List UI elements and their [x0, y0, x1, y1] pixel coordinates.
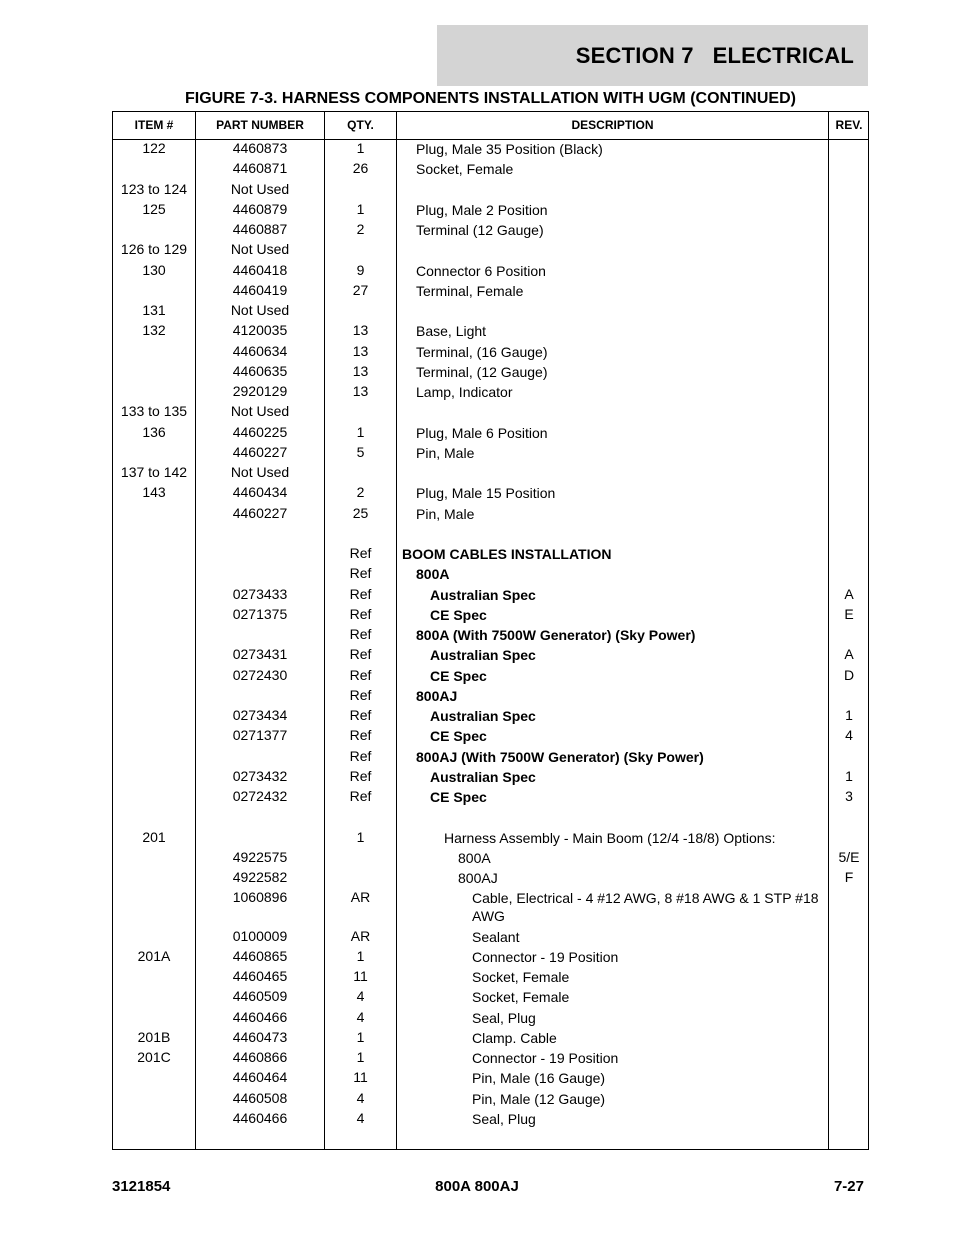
- part-number-cell: 0273433: [232, 585, 288, 602]
- part-number-cell: 4460865: [232, 947, 288, 964]
- description-cell: Australian Spec: [430, 586, 536, 603]
- qty-cell: 13: [352, 383, 369, 399]
- part-number-cell: Not Used: [230, 180, 290, 197]
- qty-cell: 13: [352, 322, 369, 339]
- part-number-cell: Not Used: [230, 464, 290, 480]
- table-row: [113, 748, 868, 768]
- description-cell: Lamp, Indicator: [416, 384, 513, 400]
- part-number-cell: 0273434: [232, 707, 288, 723]
- part-number-cell: 4460434: [232, 484, 288, 501]
- footer-page-number: 7-27: [833, 1178, 864, 1195]
- table-row: [113, 606, 868, 626]
- parts-table: [112, 111, 869, 1150]
- description-cell: Plug, Male 6 Position: [416, 424, 548, 441]
- description-cell: Clamp. Cable: [472, 1029, 557, 1046]
- qty-cell: 11: [353, 968, 368, 985]
- qty-cell: 26: [352, 160, 369, 177]
- column-header-qty: QTY.: [347, 118, 374, 132]
- qty-cell: 4: [356, 1008, 365, 1025]
- qty-cell: 1: [356, 140, 365, 156]
- blank-row: [113, 808, 868, 828]
- qty-cell: 2: [356, 221, 365, 237]
- table-row: [113, 302, 868, 322]
- table-row: [113, 869, 868, 889]
- part-number-cell: 4460466: [232, 1008, 288, 1025]
- qty-cell: Ref: [349, 707, 372, 723]
- part-number-cell: 4922575: [232, 848, 288, 865]
- footer-model: 800A 800AJ: [435, 1178, 519, 1195]
- part-number-cell: 4460473: [232, 1028, 288, 1045]
- table-row: [113, 849, 868, 869]
- column-header-description: DESCRIPTION: [571, 118, 654, 132]
- item-cell: 132: [142, 322, 166, 339]
- table-row: [113, 221, 868, 241]
- description-cell: 800AJ: [416, 687, 458, 704]
- part-number-cell: 4460887: [232, 221, 288, 237]
- table-row: [113, 363, 868, 383]
- description-cell: Plug, Male 2 Position: [416, 201, 548, 218]
- item-cell: 122: [142, 140, 166, 156]
- part-number-cell: 0272432: [232, 788, 288, 804]
- section-header: [437, 25, 868, 86]
- table-row: [113, 707, 868, 727]
- description-cell: CE Spec: [430, 789, 487, 805]
- table-body: [113, 140, 868, 1130]
- column-header-part-number: PART NUMBER: [216, 118, 304, 132]
- part-number-cell: 0273432: [232, 767, 288, 784]
- part-number-cell: 4460509: [232, 988, 288, 1005]
- item-cell: 143: [142, 484, 166, 501]
- part-number-cell: Not Used: [230, 302, 290, 318]
- table-row: [113, 383, 868, 403]
- qty-cell: Ref: [349, 545, 372, 561]
- description-cell: Pin, Male: [416, 505, 475, 522]
- description-cell: Base, Light: [416, 323, 487, 340]
- qty-cell: 4: [356, 1109, 365, 1126]
- table-row: [113, 545, 868, 565]
- qty-cell: AR: [350, 889, 371, 906]
- rev-cell: 4: [845, 727, 853, 744]
- description-cell: Seal, Plug: [472, 1110, 536, 1127]
- qty-cell: 25: [352, 504, 369, 521]
- table-row: [113, 343, 868, 363]
- qty-cell: 13: [352, 362, 369, 379]
- table-row: [113, 1029, 868, 1049]
- description-cell: 800AJ (With 7500W Generator) (Sky Power): [416, 748, 704, 765]
- table-row: [113, 768, 868, 788]
- qty-cell: Ref: [349, 686, 372, 703]
- table-row: [113, 727, 868, 747]
- table-row: [113, 1090, 868, 1110]
- column-header-rev: REV.: [835, 118, 863, 132]
- description-cell: CE Spec: [430, 667, 487, 684]
- table-row: [113, 687, 868, 707]
- qty-cell: 1: [356, 947, 365, 964]
- description-cell: Seal, Plug: [472, 1009, 536, 1026]
- table-row: [113, 1110, 868, 1130]
- item-cell: 130: [142, 261, 166, 278]
- description-cell: CE Spec: [430, 728, 487, 745]
- part-number-cell: 4460418: [232, 261, 288, 278]
- part-number-cell: 4460873: [232, 140, 288, 156]
- description-cell: Terminal, Female: [416, 282, 524, 299]
- rev-cell: A: [844, 646, 854, 663]
- item-cell: 201B: [137, 1028, 171, 1045]
- table-row: [113, 140, 868, 160]
- part-number-cell: 4460866: [232, 1049, 288, 1066]
- table-row: [113, 988, 868, 1008]
- table-row: [113, 565, 868, 585]
- item-cell: 136: [142, 423, 166, 440]
- qty-cell: 4: [356, 988, 365, 1005]
- table-row: [113, 1049, 868, 1069]
- part-number-cell: 4460227: [232, 443, 288, 460]
- table-row: [113, 201, 868, 221]
- rev-cell: 1: [845, 767, 853, 784]
- part-number-cell: 1060896: [232, 889, 288, 906]
- description-cell: Australian Spec: [430, 708, 536, 724]
- part-number-cell: 4460879: [232, 200, 288, 217]
- table-row: [113, 1069, 868, 1089]
- qty-cell: Ref: [349, 747, 372, 764]
- qty-cell: 13: [352, 342, 369, 359]
- part-number-cell: 4460634: [232, 342, 288, 359]
- description-cell: Sealant: [472, 928, 520, 945]
- qty-cell: 1: [356, 1028, 365, 1045]
- qty-cell: 1: [356, 423, 365, 440]
- table-row: [113, 646, 868, 666]
- item-cell: 133 to 135: [120, 403, 188, 420]
- description-cell: Australian Spec: [430, 768, 536, 785]
- qty-cell: 27: [352, 281, 369, 298]
- part-number-cell: Not Used: [230, 241, 290, 258]
- table-row: [113, 968, 868, 988]
- rev-cell: 1: [845, 707, 853, 723]
- qty-cell: 5: [356, 443, 365, 460]
- part-number-cell: 0100009: [232, 927, 288, 944]
- table-row: [113, 889, 868, 927]
- qty-cell: Ref: [349, 565, 372, 582]
- item-cell: 201: [142, 828, 166, 845]
- item-cell: 131: [142, 302, 166, 318]
- table-row: [113, 626, 868, 646]
- part-number-cell: 4460466: [232, 1109, 288, 1126]
- description-cell: Pin, Male (12 Gauge): [472, 1090, 606, 1107]
- table-row: [113, 667, 868, 687]
- description-cell: Harness Assembly - Main Boom (12/4 -18/8) Options:: [444, 829, 776, 846]
- table-row: [113, 464, 868, 484]
- item-cell: 201A: [137, 947, 171, 964]
- description-cell: Terminal (12 Gauge): [416, 222, 544, 238]
- table-row: [113, 484, 868, 504]
- table-row: [113, 505, 868, 525]
- description-cell: 800A (With 7500W Generator) (Sky Power): [416, 627, 696, 643]
- qty-cell: AR: [350, 927, 371, 944]
- part-number-cell: 4460225: [232, 423, 288, 440]
- part-number-cell: 4460635: [232, 362, 288, 379]
- description-cell: Connector - 19 Position: [472, 1050, 619, 1067]
- description-cell: 800A: [458, 849, 491, 866]
- part-number-cell: 0271377: [232, 727, 288, 744]
- description-cell: BOOM CABLES INSTALLATION: [402, 546, 612, 562]
- part-number-cell: 4460871: [232, 160, 288, 177]
- item-cell: 123 to 124: [120, 180, 188, 197]
- qty-cell: 9: [356, 261, 365, 278]
- description-cell: Cable, Electrical - 4 #12 AWG, 8 #18 AWG & 1 STP #18 AWG: [472, 890, 819, 925]
- table-row: [113, 282, 868, 302]
- part-number-cell: 0273431: [232, 646, 288, 663]
- qty-cell: 2: [356, 484, 365, 501]
- description-cell: 800AJ: [458, 870, 498, 886]
- qty-cell: Ref: [349, 788, 372, 804]
- qty-cell: Ref: [349, 767, 372, 784]
- qty-cell: Ref: [349, 585, 372, 602]
- description-cell: Plug, Male 35 Position (Black): [416, 141, 603, 157]
- footer-doc-number: 3121854: [112, 1178, 171, 1195]
- qty-cell: Ref: [349, 666, 372, 683]
- part-number-cell: 4120035: [232, 322, 288, 339]
- rev-cell: E: [844, 605, 854, 622]
- blank-row: [113, 525, 868, 545]
- table-row: [113, 322, 868, 342]
- table-row: [113, 586, 868, 606]
- item-cell: 201C: [137, 1049, 171, 1066]
- part-number-cell: 4460508: [232, 1089, 288, 1106]
- rev-cell: F: [844, 869, 854, 885]
- table-row: [113, 948, 868, 968]
- table-row: [113, 1009, 868, 1029]
- item-cell: 126 to 129: [120, 241, 188, 258]
- description-cell: Pin, Male: [416, 444, 475, 461]
- description-cell: CE Spec: [430, 606, 487, 623]
- description-cell: Socket, Female: [416, 161, 514, 178]
- table-row: [113, 181, 868, 201]
- qty-cell: Ref: [349, 727, 372, 744]
- qty-cell: Ref: [349, 626, 372, 642]
- description-cell: Connector - 19 Position: [472, 948, 619, 965]
- part-number-cell: Not Used: [230, 403, 290, 420]
- qty-cell: Ref: [349, 605, 372, 622]
- part-number-cell: 4460465: [232, 968, 288, 985]
- rev-cell: A: [844, 585, 854, 602]
- item-cell: 125: [142, 200, 166, 217]
- part-number-cell: 4460419: [232, 281, 288, 298]
- description-cell: Connector 6 Position: [416, 262, 546, 279]
- table-row: [113, 403, 868, 423]
- part-number-cell: 0272430: [232, 666, 288, 683]
- qty-cell: 4: [356, 1089, 365, 1106]
- description-cell: Terminal, (12 Gauge): [416, 363, 548, 380]
- table-row: [113, 928, 868, 948]
- part-number-cell: 4460227: [232, 504, 288, 521]
- description-cell: 800A: [416, 566, 450, 583]
- description-cell: Australian Spec: [430, 647, 536, 664]
- description-cell: Socket, Female: [472, 969, 570, 986]
- qty-cell: 1: [356, 200, 365, 217]
- table-row: [113, 829, 868, 849]
- description-cell: Terminal, (16 Gauge): [416, 343, 548, 360]
- table-row: [113, 262, 868, 282]
- table-row: [113, 444, 868, 464]
- qty-cell: 1: [356, 828, 365, 845]
- qty-cell: 11: [353, 1069, 368, 1086]
- item-cell: 137 to 142: [120, 464, 188, 480]
- description-cell: Plug, Male 15 Position: [416, 485, 556, 502]
- part-number-cell: 4460464: [232, 1069, 288, 1086]
- part-number-cell: 4922582: [232, 869, 288, 885]
- table-row: [113, 160, 868, 180]
- rev-cell: D: [843, 666, 855, 683]
- qty-cell: 1: [356, 1049, 365, 1066]
- part-number-cell: 0271375: [232, 605, 288, 622]
- description-cell: Socket, Female: [472, 989, 570, 1006]
- table-row: [113, 241, 868, 261]
- figure-title: FIGURE 7-3. HARNESS COMPONENTS INSTALLATION WITH UGM (CONTINUED): [185, 90, 796, 107]
- rev-cell: 5/E: [838, 848, 860, 865]
- qty-cell: Ref: [349, 646, 372, 663]
- description-cell: Pin, Male (16 Gauge): [472, 1070, 606, 1087]
- column-header-item: ITEM #: [134, 118, 174, 132]
- table-row: [113, 788, 868, 808]
- section-title: SECTION 7 ELECTRICAL: [575, 42, 854, 68]
- part-number-cell: 2920129: [232, 383, 288, 399]
- table-row: [113, 424, 868, 444]
- rev-cell: 3: [845, 788, 853, 804]
